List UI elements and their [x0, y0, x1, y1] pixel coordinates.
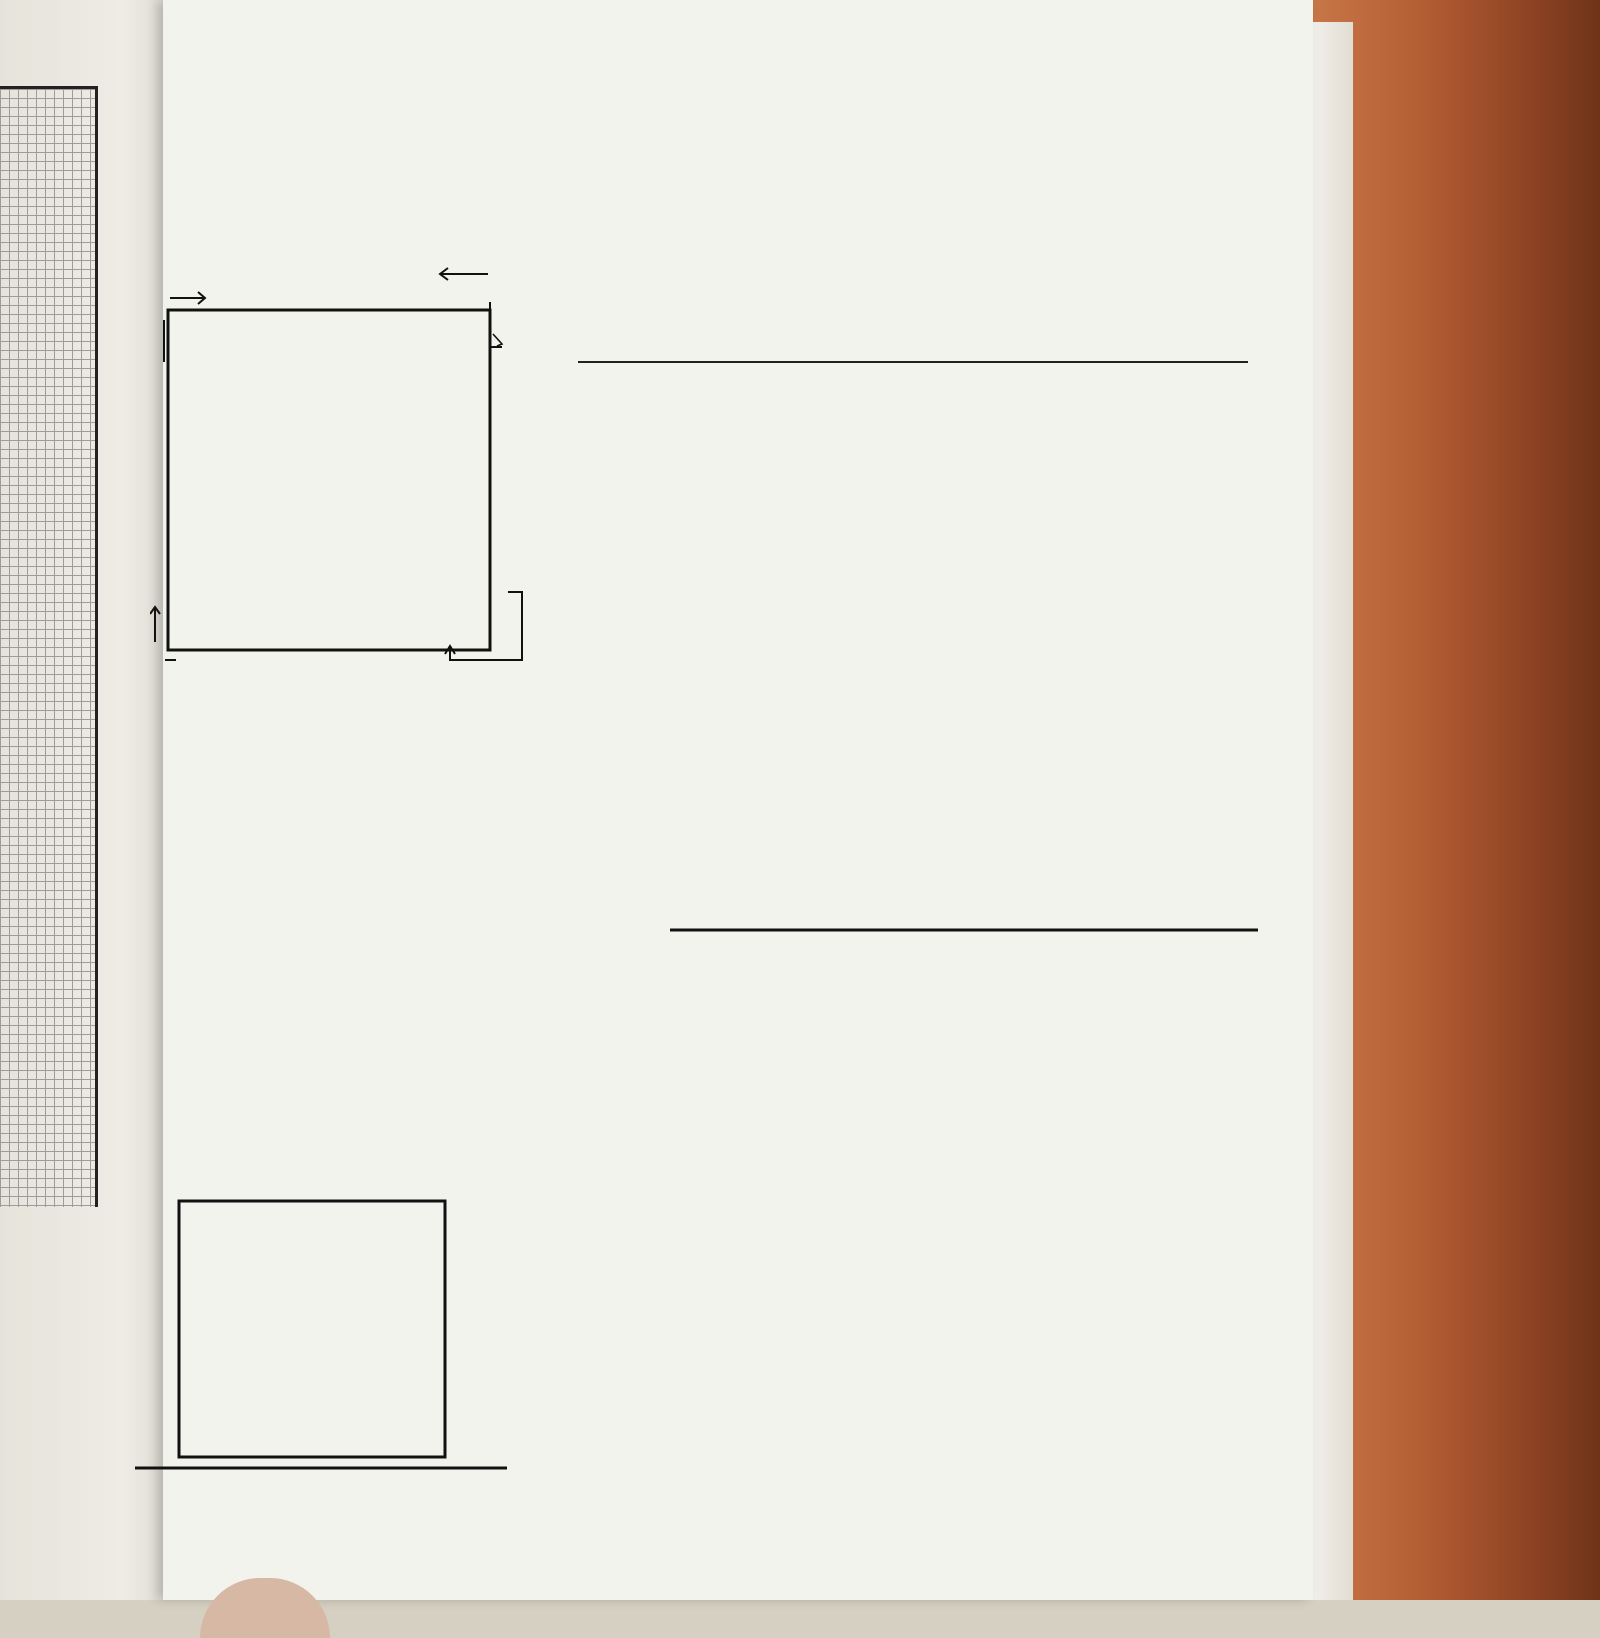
left-page-chart-grid	[0, 86, 98, 1207]
figure-2-diagram	[668, 822, 1270, 1112]
figure-3-diagram	[135, 1152, 507, 1518]
hemstitched-heading	[578, 358, 1248, 363]
figure-1-diagram	[150, 262, 540, 682]
